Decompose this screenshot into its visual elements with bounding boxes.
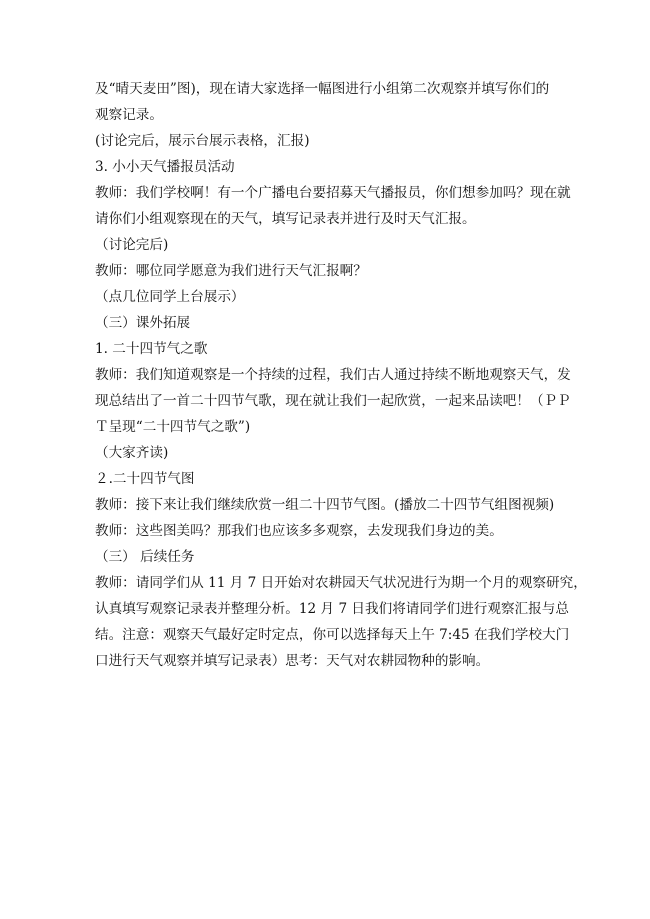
text-line: 请你们小组观察现在的天气，填写记录表并进行及时天气汇报。 — [95, 211, 476, 227]
text-line: 教师：接下来让我们继续欣赏一组二十四节气图。(播放二十四节气组图视频) — [95, 497, 555, 513]
text-line: 教师：请同学们从 11 月 7 日开始对农耕园天气状况进行为期一个月的观察研究， — [95, 575, 587, 591]
text-line: 教师：这些图美吗？那我们也应该多多观察，去发现我们身边的美。 — [95, 523, 503, 539]
text-line: （大家齐读) — [95, 445, 169, 461]
text-line: 教师：我们学校啊！有一个广播电台要招募天气播报员，你们想参加吗？现在就 — [95, 185, 571, 201]
document-body — [95, 76, 587, 674]
text-line: (讨论完后，展示台展示表格，汇报) — [95, 133, 310, 149]
text-line: 观察记录。 — [95, 107, 163, 123]
section-heading: （三） 后续任务 — [95, 549, 195, 565]
text-line: （点几位同学上台展示） — [95, 289, 245, 305]
text-line: 口进行天气观察并填写记录表）思考：天气对农耕园物种的影响。 — [95, 653, 490, 669]
text-line: 及“晴天麦田”图)，现在请大家选择一幅图进行小组第二次观察并填写你们的 — [95, 81, 550, 97]
section-heading: 3. 小小天气播报员活动 — [95, 159, 235, 175]
text-line: 现总结出了一首二十四节气歌，现在就让我们一起欣赏，一起来品读吧！（ＰＰ — [95, 393, 571, 409]
text-line: 教师：哪位同学愿意为我们进行天气汇报啊？ — [95, 263, 367, 279]
section-heading: ２.二十四节气图 — [95, 471, 195, 487]
section-heading: （三）课外拓展 — [95, 315, 191, 331]
section-heading: 1. 二十四节气之歌 — [95, 341, 208, 357]
text-line: Ｔ呈现“二十四节气之歌”) — [95, 419, 251, 435]
text-line: 认真填写观察记录表并整理分析。12 月 7 日我们将请同学们进行观察汇报与总 — [95, 601, 569, 617]
text-line: 结。注意：观察天气最好定时定点，你可以选择每天上午 7:45 在我们学校大门 — [95, 627, 570, 643]
text-line: （讨论完后) — [95, 237, 169, 253]
text-line: 教师：我们知道观察是一个持续的过程，我们古人通过持续不断地观察天气，发 — [95, 367, 571, 383]
